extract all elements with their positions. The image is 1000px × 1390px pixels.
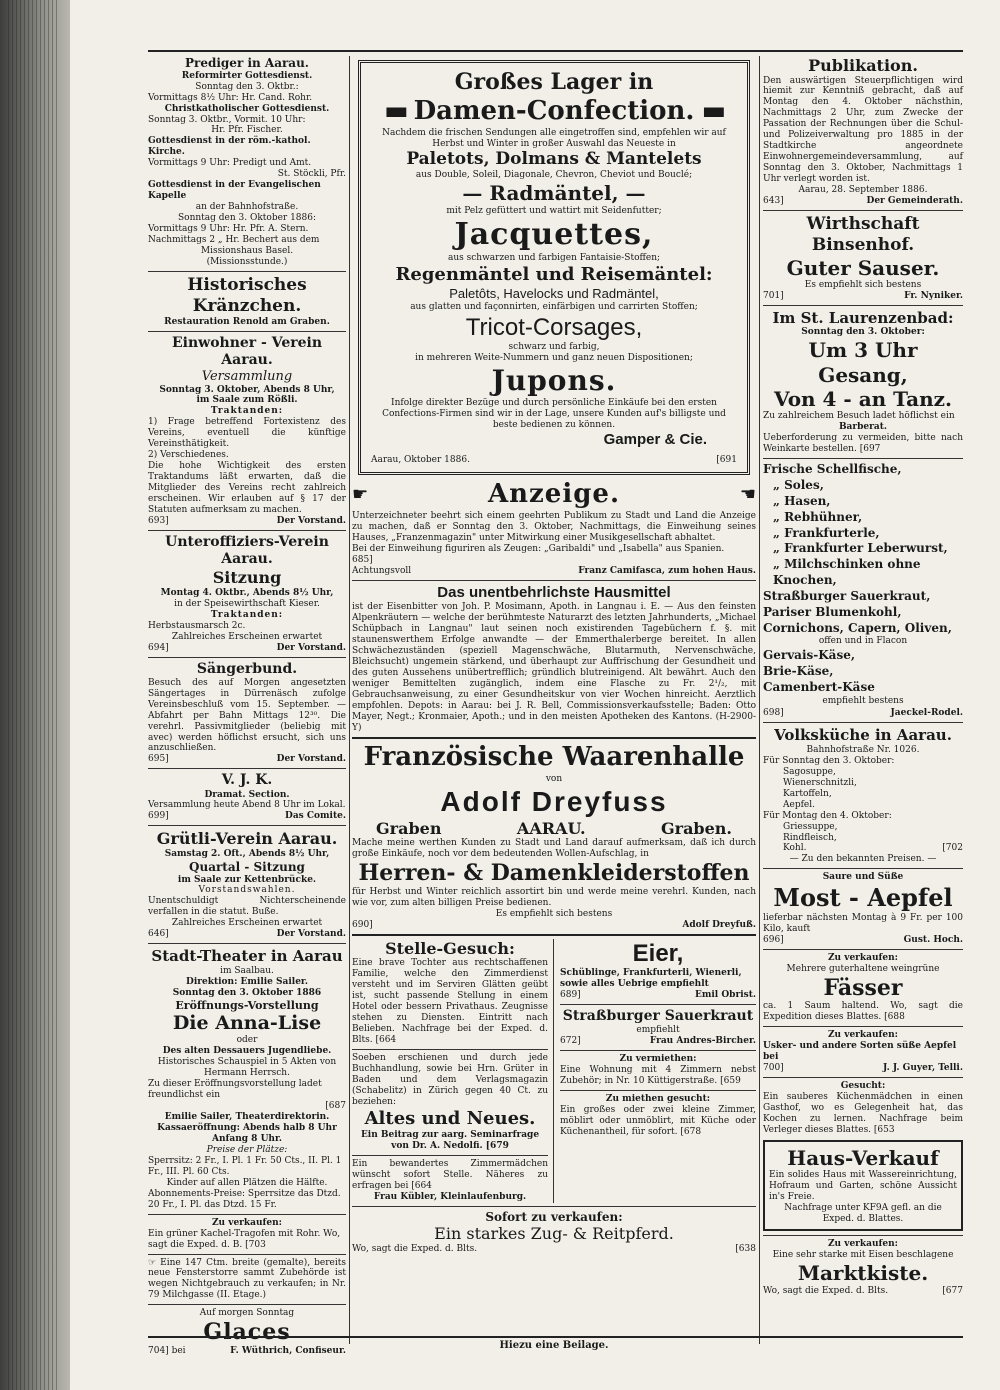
vjk-notice: V. J. K. Dramat. Section. Versammlung heute Abend 8 Uhr im Lokal. 699] Das Comite.	[148, 772, 346, 822]
unteroffiziers-notice: Unteroffiziers-Verein Aarau. Sitzung Montag 4. Oktbr., Abends 8½ Uhr, in der Speisewirthschaft Kieser. Traktanden: Herbstausmarsch 2c. Zahlreiches Erscheinen erwartet 694] Der Vorstand.	[148, 534, 346, 653]
middle-column	[352, 56, 756, 1255]
stelle-gesuch-notice: Stelle-Gesuch: Eine brave Tochter aus rechtschaffenen Familie, welche den Zimmerdienst versteht und im Serviren Glätten geübt ist, sucht passende Stellung in einem Hotel oder bessern Privathaus. Zeugnisse stehen zu Diensten. Eintritt nach Belieben. Nachfrage bei der Exped. d. Blts. [664	[352, 938, 548, 1046]
kraenzchen-notice: Historisches Kränzchen. Restauration Renold am Graben.	[164, 275, 330, 327]
gesucht-notice: Gesucht: Ein sauberes Küchenmädchen in einen Gasthof, wo es Gelegenheit hat, das Kochen zu lernen. Nachfrage beim Verleger dieses Blattes. [653	[763, 1081, 963, 1136]
zimmermaedchen-notice: Ein bewandertes Zimmermädchen wünscht sofort Stelle. Näheres zu erfragen bei [664 Frau Kübler, Kleinlaufenburg.	[352, 1158, 548, 1202]
volkskueche-notice: Volksküche in Aarau. Bahnhofstraße Nr. 1026. Für Sonntag den 3. Oktober: Sagosuppe, Wienerschnitzli, Kartoffeln, Aepfel. Für Montag den 4. Oktober: Griessuppe, Rindfleisch, Kohl. [702 — Zu den bekannten Preisen. —	[763, 726, 963, 865]
publikation-notice: Publikation. Den auswärtigen Steuerpflichtigen wird hiemit zur Kenntniß gebracht, daß auf Montag den 4. Oktober nächsthin, Nachmittags 2 Uhr, zum Zwecke der Passation der Rechnungen über die Schul- und Polizeiverwaltung pro 1885 in der Stadtkirche angeordnete Einwohnergemeindeversammlung, auf Sonntag den 3. Oktober, Nachmittags 1 Uhr verlegt worden ist. Aarau, 28. September 1886. 643] Der Gemeinderath.	[763, 56, 963, 207]
top-rule	[148, 50, 963, 52]
beilage-note: Hiezu eine Beilage.	[499, 1340, 609, 1351]
right-column	[763, 56, 963, 1297]
eier-notice: Eier, Schüblinge, Frankfurterli, Wienerli, sowie alles Uebrige empfiehlt 689] Emil Obrist.	[560, 939, 756, 1001]
glaces-notice: Auf morgen Sonntag Glaces 704] bei F. Wüthrich, Confiseur.	[148, 1308, 346, 1357]
anzeige-notice: ☛ Anzeige. ☚ Unterzeichneter beehrt sich einem geehrten Publikum zu Stadt und Land die Anzeige zu machen, daß er Sonntag den 3. Oktober, Nachmittags, die Einweihung seines Hauses, „Franzenmagazin" unter Mitwirkung einer Musikgesellschaft abhaltet. Bei der Einweihung figuriren als Zeugen: „Garibaldi" und „Isabella" aus Spanien. 685] Achtungsvoll Franz Camifasca, zum hohen Haus.	[352, 479, 756, 576]
hausverkauf-ad: Haus-Verkauf Ein solides Haus mit Wassereinrichtung, Hofraum und Garten, schöne Aussicht in's Freie. Nachfrage unter KF9A gefl. an die Exped. d. Blattes.	[763, 1140, 963, 1231]
binsenhof-notice: Wirthschaft Binsenhof. Guter Sauser. Es empfiehlt sich bestens 701] Fr. Nyniker.	[763, 214, 963, 301]
altes-neues-notice: Soeben erschienen und durch jede Buchhandlung, sowie bei Hrn. Grüter in Baden und dem Verlagsmagazin (Schabelitz) in Zürich gegen 40 Ct. zu beziehen: Altes und Neues. Ein Beitrag zur aarg. Seminarfrage von Dr. A. Nedolfi. [679	[352, 1053, 548, 1151]
theater-notice: Stadt-Theater in Aarau im Saalbau. Direktion: Emilie Sailer. Sonntag den 3. Oktober 1886 Eröffnungs-Vorstellung Die Anna-Lise oder Des alten Dessauers Jugendliebe. Historisches Schauspiel in 5 Akten von Hermann Herrsch. Zu dieser Eröffnungsvorstellung ladet freundlichst ein [687 Emilie Sailer, Theaterdirektorin. Kassaeröffnung: Abends halb 8 Uhr Anfang 8 Uhr. Preise der Plätze: Sperrsitz: 2 Fr., I. Pl. 1 Fr. 50 Cts., II. Pl. 1 Fr., III. Pl. 60 Cts. Kinder auf allen Plätzen die Hälfte. Abonnements-Preise: Sperrsitze das Dtzd. 20 Fr., I. Pl. das Dtzd. 15 Fr.	[148, 947, 346, 1210]
miethen-notice: Zu miethen gesucht: Ein großes oder zwei kleine Zimmer, möblirt oder unmöblirt, mit Küche oder Küchenantheil, für sofort. [678	[560, 1093, 756, 1137]
column-rule	[349, 56, 350, 1344]
bottom-rule	[148, 1336, 963, 1338]
most-aepfel-notice: Saure und Süße Most - Aepfel lieferbar nächsten Montag à 9 Fr. per 100 Kilo, kauft 696] Gust. Hoch.	[763, 872, 963, 945]
pointing-hand-icon: ☞	[148, 1257, 161, 1268]
pointing-hand-left-icon: ☚	[739, 484, 756, 506]
waarenhalle-ad: Französische Waarenhalle von Adolf Dreyfuss Graben AARAU. Graben. Mache meine werthen Kunden zu Stadt und Land darauf aufmerksam, daß ich durch große Einkäufe, noch vor dem bedeutenden Wollen-Aufschlag, in Herren- & Damenkleiderstoffen für Herbst und Winter reichlich assortirt bin und werde meine verehrl. Kunden, nach wie vor, zum alten billigen Preise bedienen. Es empfiehlt sich bestens 690] Adolf Dreyfuß.	[352, 741, 756, 930]
aepfel-notice: Zu verkaufen: Usker- und andere Sorten süße Aepfel bei 700] J. J. Guyer, Telli.	[763, 1030, 963, 1074]
pointing-hand-right-icon: ☛	[352, 484, 369, 506]
marktkiste-notice: Zu verkaufen: Eine sehr starke mit Eisen beschlagene Marktkiste. Wo, sagt die Exped. d. Blts. [677	[763, 1239, 963, 1296]
vermiethen-notice: Zu vermiethen: Eine Wohnung mit 4 Zimmern nebst Zubehör; in Nr. 10 Küttigerstraße. [659	[560, 1054, 756, 1086]
pferd-notice: Sofort zu verkaufen: Ein starkes Zug- & Reitpferd. Wo, sagt die Exped. d. Blts. [638	[352, 1209, 756, 1254]
prediger-notice: Prediger in Aarau. Reformirter Gottesdienst. Sonntag den 3. Oktbr.: Vormittags 8½ Uhr: Hr. Cand. Rohr. Christkatholischer Gottesdienst. Sonntag 3. Oktbr., Vormit. 10 Uhr: Hr. Pfr. Fischer. Gottesdienst in der röm.-kathol. Kirche. Vormittags 9 Uhr: Predigt und Amt. St. Stöckli, Pfr. Gottesdienst in der Evangelischen Kapelle an der Bahnhofstraße. Sonntag den 3. Oktober 1886: Vormittags 9 Uhr: Hr. Pfr. A. Stern. Nachmittags 2 „ Hr. Bechert aus dem Missionshaus Basel. (Missionsstunde.)	[148, 56, 346, 268]
sauerkraut-notice: Straßburger Sauerkraut empfiehlt 672] Frau Andres-Bircher.	[560, 1008, 756, 1047]
delikatessen-notice: Frische Schellfische, „ Soles, „ Hasen, „ Rebhühner, „ Frankfurterle, „ Frankfurter Leberwurst, „ Milchschinken ohne Knochen, Straßburger Sauerkraut, Pariser Blumenkohl, Cornichons, Capern, Oliven, offen und in Flacon Gervais-Käse, Brie-Käse, Camenbert-Käse empfiehlt bestens 698] Jaeckel-Rodel.	[763, 462, 963, 718]
kachel-notice: Zu verkaufen: Ein grüner Kachel-Tragofen mit Rohr. Wo, sagt die Exped. d. B. [703	[148, 1217, 341, 1250]
hausmittel-ad: Das unentbehrlichste Hausmittel ist der Eisenbitter von Joh. P. Mosimann, Apoth. in Langnau i. E. — Aus den feinsten Alpenkräutern — welche der berühmteste Naturarzt des letzten Jahrhunderts, „Michael Schüpbach in Langnau" laut seinen noch existirenden Tagebüchern f. §. mit staunenswerthem Erfolge anwandte — der Emmerthalerberge bereitet. In allen Schwächezuständen (speziell Magenschwäche, Blutarmuth, Nervenschwäche, Bleichsucht) ungemein stärkend, und überhaupt zur Auffrischung der Gesundheit und des guten Aussehens unübertrefflich; gründlich blutreinigend. Alt bewährt. Auch den weniger Bemittelten zugänglich, indem eine Flasche zu Fr. 2¹/₂, mit Gebrauchsanweisung, zu einer Gesundheitskur von vier Wochen hinreicht. Aerztlich empfohlen. Depots: in Aarau: bei J. R. Bell, Commissionsverkaufsstelle; Baden: Otto Mayer, Negt.; Kronmaier, Apoth.; und in den meisten Apotheken des Kantons. (H-2900-Y)	[352, 583, 756, 733]
gruetli-notice: Grütli-Verein Aarau. Samstag 2. Oft., Abends 8½ Uhr, Quartal - Sitzung im Saale zur Kettenbrücke. Vorstandswahlen. Unentschuldigt Nichterscheinende verfallen in die statut. Buße. Zahlreiches Erscheinen erwartet 646] Der Vorstand.	[148, 829, 346, 940]
left-column	[148, 56, 346, 1357]
faesser-notice: Zu verkaufen: Mehrere guterhaltene weingrüne Fässer ca. 1 Saum haltend. Wo, sagt die Expedition dieses Blattes. [688	[763, 952, 963, 1023]
confection-ad: Großes Lager in ▬ Damen-Confection. ▬ Nachdem die frischen Sendungen alle eingetroffen sind, empfehlen wir auf Herbst und Winter in großer Auswahl das Neueste in Paletots, Dolmans & Mantelets aus Double, Soleil, Diagonale, Chevron, Cheviot und Bouclé; — Radmäntel, — mit Pelz gefüttert und wattirt mit Seidenfutter; Jacquettes, aus schwarzen und farbigen Fantaisie-Stoffen; Regenmäntel und Reisemäntel: Paletôts, Havelocks und Radmäntel, aus glatten und façonnirten, einfärbigen und carrirten Stoffen; Tricot-Corsages, schwarz und farbig, in mehreren Weite-Nummern und ganz neuen Dispositionen; Jupons. Infolge direkter Bezüge und durch persönliche Einkäufe bei den ersten Confections-Firmen sind wir in der Lage, unsere Kunden auf's billigste und beste bedienen zu können. Gamper & Cie. Aarau, Oktober 1886. [691	[358, 60, 750, 475]
einwohner-notice: Einwohner - Verein Aarau. Versammlung Sonntag 3. Oktober, Abends 8 Uhr, im Saale zum Rößli. Traktanden: 1) Frage betreffend Fortexistenz des Vereins, eventuell die künftige Vereinsthätigkeit. 2) Verschiedenes. Die hohe Wichtigkeit des ersten Traktandums läßt erwarten, daß die Mitglieder des Vereins recht zahlreich erscheinen. Wir erlauben auf § 17 der Statuten aufmerksam zu machen. 693] Der Vorstand.	[148, 334, 346, 527]
storre-notice: ☞ Eine 147 Ctm. breite (gemalte), bereits neue Fensterstorre sammt Zubehörde ist wegen Nichtgebrauch zu verkaufen; in Nr. 79 Milchgasse (II. Etage.)	[148, 1257, 347, 1301]
book-spine	[0, 0, 70, 1390]
laurenzenbad-notice: Im St. Laurenzenbad: Sonntag den 3. Oktober: Um 3 Uhr Gesang, Von 4 - an Tanz. Zu zahlreichem Besuch ladet höflichst ein Barberat. Ueberforderung zu vermeiden, bitte nach Weinkarte bestellen. [697	[763, 308, 963, 455]
column-rule	[759, 56, 760, 1344]
saengerbund-notice: Sängerbund. Besuch des auf Morgen angesetzten Sängertages in Dürrenäsch zufolge Vereinsbeschluß vom 15. September. — Abfahrt per Bahn Mittags 12³⁰. Die verehrl. Passivmitglieder (beliebig mit avec) werden höflichst ersucht, sich uns anzuschließen. 695] Der Vorstand.	[148, 660, 346, 765]
